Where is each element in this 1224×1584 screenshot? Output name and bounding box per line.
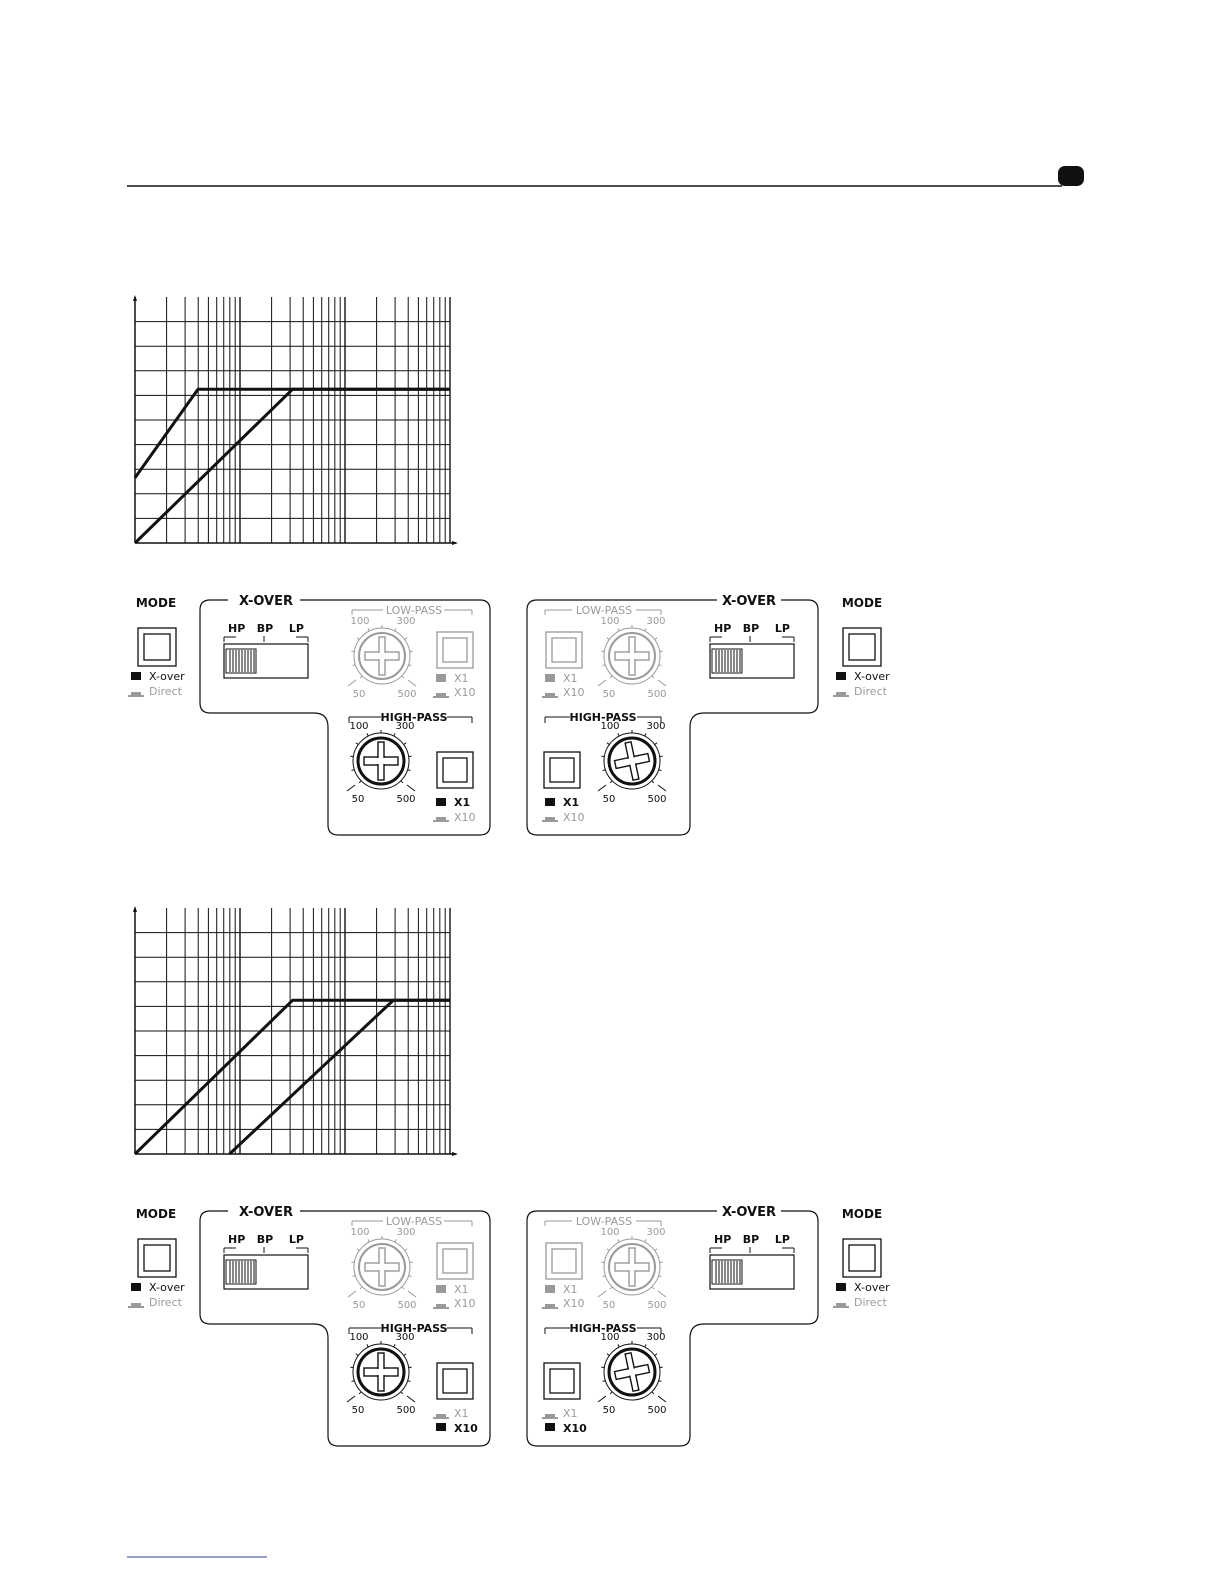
- xover-title: X-OVER: [721, 1205, 777, 1220]
- dial-tick: [367, 1344, 368, 1347]
- switch-pressed-icon: [433, 1285, 449, 1293]
- dial-tick: [618, 1239, 619, 1242]
- highpass-title: HIGH-PASS: [569, 1322, 637, 1335]
- dial-tick: [645, 1239, 646, 1242]
- xover-label-hp: HP: [714, 1233, 732, 1246]
- dial-tick: [409, 665, 412, 666]
- dial-bracket: [658, 1396, 666, 1402]
- dial-tick: [356, 743, 358, 745]
- dial-tick: [610, 676, 612, 678]
- dial-tick: [401, 1392, 403, 1394]
- switch-pressed-icon: [542, 1423, 558, 1431]
- dial-tick: [603, 1276, 606, 1277]
- highpass-range-button-inner: [550, 758, 574, 782]
- dial-label-300: 300: [395, 1332, 415, 1343]
- xover-label-hp: HP: [714, 622, 732, 635]
- highpass-dial[interactable]: [598, 1332, 667, 1416]
- dial-bracket: [658, 785, 666, 791]
- dial-label-500: 500: [647, 689, 667, 700]
- xover-label-bp: BP: [256, 1233, 274, 1246]
- response-curve-1: [135, 389, 450, 478]
- switch-pressed-icon: [433, 674, 449, 682]
- lowpass-range-button-inner: [552, 638, 576, 662]
- dial-tick: [618, 733, 619, 736]
- highpass-range-button-inner: [443, 1369, 467, 1393]
- dial-label-50: 50: [602, 794, 616, 805]
- lowpass-range-x10: X10: [454, 1297, 476, 1310]
- mode-option-xover: X-over: [854, 1281, 890, 1294]
- mode-option-direct: Direct: [149, 1296, 182, 1309]
- highpass-title: HIGH-PASS: [380, 711, 448, 724]
- dial-label-300: 300: [646, 1227, 666, 1238]
- dial-tick: [367, 733, 368, 736]
- mode-button[interactable]: [138, 1239, 176, 1277]
- lowpass-range-button[interactable]: [546, 1243, 582, 1279]
- dial-tick: [404, 743, 406, 745]
- dial-tick: [360, 1287, 362, 1289]
- dial-tick: [408, 770, 411, 771]
- lowpass-range-x10: X10: [563, 1297, 585, 1310]
- dial-label-300: 300: [646, 616, 666, 627]
- xover-slide-knob[interactable]: [712, 1260, 742, 1284]
- dial-bracket: [598, 785, 606, 791]
- dial-tick: [603, 665, 606, 666]
- xover-label-hp: HP: [228, 1233, 246, 1246]
- dial-label-50: 50: [352, 689, 366, 700]
- dial-label-100: 100: [349, 721, 369, 732]
- highpass-range-x1: X1: [454, 796, 471, 809]
- dial-bracket: [407, 1396, 415, 1402]
- switch-released-base-icon: [128, 1306, 144, 1308]
- filter-response-chart-1: [133, 295, 458, 545]
- dial-bar-h-fill: [365, 1369, 397, 1375]
- mode-option-xover: X-over: [854, 670, 890, 683]
- mode-button-inner: [144, 1245, 170, 1271]
- highpass-range-x10: X10: [563, 1422, 587, 1435]
- dial-tick: [360, 676, 362, 678]
- dial-bracket: [407, 785, 415, 791]
- switch-pressed-icon: [128, 1283, 144, 1291]
- dial-label-100: 100: [600, 1332, 620, 1343]
- xover-label-bp: BP: [742, 622, 760, 635]
- lowpass-title: LOW-PASS: [385, 604, 443, 617]
- dial-label-500: 500: [396, 1405, 416, 1416]
- dial-bracket: [408, 1291, 416, 1297]
- dial-tick: [603, 770, 606, 771]
- xover-label-bp: BP: [256, 622, 274, 635]
- switch-released-icon: [836, 1303, 846, 1306]
- mode-title: MODE: [841, 596, 883, 610]
- dial-label-300: 300: [646, 1332, 666, 1343]
- dial-tick: [353, 1276, 356, 1277]
- dial-label-300: 300: [396, 1227, 416, 1238]
- dial-bar-h-fill: [616, 1264, 648, 1270]
- dial-label-50: 50: [351, 1405, 365, 1416]
- lowpass-range-x1: X1: [563, 1283, 578, 1296]
- switch-pressed-icon: [128, 672, 144, 680]
- dial-tick: [659, 1276, 662, 1277]
- switch-pressed-icon: [542, 674, 558, 682]
- dial-tick: [645, 1344, 646, 1347]
- dial-tick: [359, 781, 361, 783]
- xover-label-lp: LP: [774, 622, 790, 635]
- highpass-range-button[interactable]: [544, 1363, 580, 1399]
- switch-released-icon: [545, 1304, 555, 1307]
- x-axis-arrow: [452, 541, 458, 545]
- mode-button-inner: [144, 634, 170, 660]
- dial-tick: [659, 770, 662, 771]
- lowpass-range-x1: X1: [563, 672, 578, 685]
- highpass-range-x10: X10: [454, 811, 476, 824]
- highpass-dial[interactable]: [347, 721, 416, 805]
- xover-title: X-OVER: [238, 1205, 294, 1220]
- dial-label-100: 100: [600, 616, 620, 627]
- xover-slide-knob[interactable]: [712, 649, 742, 673]
- dial-tick: [352, 1381, 355, 1382]
- mode-title: MODE: [841, 1207, 883, 1221]
- highpass-range-x10: X10: [563, 811, 585, 824]
- dial-bracket: [658, 1291, 666, 1297]
- dial-tick: [368, 1239, 369, 1242]
- dial-label-500: 500: [647, 1405, 667, 1416]
- dial-tick: [655, 638, 657, 640]
- highpass-dial[interactable]: [347, 1332, 416, 1416]
- dial-tick: [607, 1249, 609, 1251]
- dial-tick: [357, 638, 359, 640]
- switch-pressed-icon: [433, 798, 449, 806]
- dial-tick: [645, 628, 646, 631]
- dial-label-500: 500: [396, 794, 416, 805]
- dial-label-100: 100: [349, 1332, 369, 1343]
- dial-tick: [357, 1249, 359, 1251]
- dial-tick: [353, 665, 356, 666]
- y-axis-arrow: [133, 295, 137, 301]
- dial-bar-h-fill: [366, 1264, 398, 1270]
- lowpass-range-button[interactable]: [437, 632, 473, 668]
- dial-tick: [405, 638, 407, 640]
- highpass-range-x10: X10: [454, 1422, 478, 1435]
- lowpass-range-button-inner: [443, 638, 467, 662]
- dial-label-50: 50: [351, 794, 365, 805]
- xover-title: X-OVER: [721, 594, 777, 609]
- dial-tick: [610, 781, 612, 783]
- switch-pressed-icon: [833, 672, 849, 680]
- dial-label-300: 300: [396, 616, 416, 627]
- dial-tick: [409, 1276, 412, 1277]
- lowpass-range-button-inner: [443, 1249, 467, 1273]
- dial-bracket: [598, 680, 606, 686]
- x-axis-arrow: [452, 1152, 458, 1156]
- xover-slide-knob[interactable]: [226, 649, 256, 673]
- xover-title: X-OVER: [238, 594, 294, 609]
- dial-tick: [359, 1392, 361, 1394]
- switch-released-icon: [436, 1304, 446, 1307]
- filter-response-chart-2: [133, 906, 458, 1156]
- switch-released-base-icon: [433, 1307, 449, 1309]
- highpass-range-button-inner: [443, 758, 467, 782]
- dial-bracket: [598, 1396, 606, 1402]
- dial-label-500: 500: [397, 1300, 417, 1311]
- dial-label-500: 500: [397, 689, 417, 700]
- dial-tick: [618, 628, 619, 631]
- dial-tick: [394, 1344, 395, 1347]
- dial-tick: [652, 1392, 654, 1394]
- lowpass-range-x10: X10: [454, 686, 476, 699]
- dial-tick: [607, 743, 609, 745]
- xover-slide-switch[interactable]: [224, 1233, 308, 1289]
- highpass-range-button[interactable]: [544, 752, 580, 788]
- switch-released-base-icon: [433, 696, 449, 698]
- xover-label-hp: HP: [228, 622, 246, 635]
- xover-label-lp: LP: [288, 622, 304, 635]
- dial-tick: [652, 1287, 654, 1289]
- switch-released-icon: [436, 1414, 446, 1417]
- switch-pressed-icon: [433, 1423, 449, 1431]
- dial-bracket: [348, 1291, 356, 1297]
- control-panel-3: [128, 1205, 490, 1446]
- lowpass-title: LOW-PASS: [385, 1215, 443, 1228]
- switch-released-icon: [545, 1414, 555, 1417]
- switch-released-base-icon: [833, 1306, 849, 1308]
- dial-tick: [603, 1381, 606, 1382]
- response-curve-1: [135, 1000, 450, 1154]
- mode-option-xover: X-over: [149, 1281, 185, 1294]
- dial-tick: [395, 1239, 396, 1242]
- xover-label-lp: LP: [288, 1233, 304, 1246]
- dial-bracket: [347, 1396, 355, 1402]
- dial-bar-h-fill: [365, 758, 397, 764]
- mode-button-inner: [849, 634, 875, 660]
- lowpass-range-x1: X1: [454, 672, 469, 685]
- highpass-range-button[interactable]: [437, 752, 473, 788]
- switch-released-icon: [545, 693, 555, 696]
- switch-released-base-icon: [833, 695, 849, 697]
- dial-tick: [618, 1344, 619, 1347]
- switch-released-base-icon: [542, 696, 558, 698]
- mode-option-direct: Direct: [854, 1296, 887, 1309]
- highpass-range-button-inner: [550, 1369, 574, 1393]
- dial-tick: [405, 1249, 407, 1251]
- highpass-range-x1: X1: [454, 1407, 469, 1420]
- control-panels: [128, 594, 890, 1446]
- control-panel-4: [527, 1205, 890, 1446]
- dial-tick: [352, 770, 355, 771]
- switch-released-base-icon: [433, 1417, 449, 1419]
- dial-tick: [655, 1249, 657, 1251]
- switch-released-base-icon: [542, 1417, 558, 1419]
- switch-pressed-icon: [542, 1285, 558, 1293]
- mode-title: MODE: [135, 1207, 177, 1221]
- dial-bar-h-fill: [366, 653, 398, 659]
- dial-label-50: 50: [602, 1300, 616, 1311]
- dial-tick: [408, 1381, 411, 1382]
- lowpass-title: LOW-PASS: [575, 1215, 633, 1228]
- dial-label-50: 50: [352, 1300, 366, 1311]
- dial-label-100: 100: [600, 1227, 620, 1238]
- mode-button[interactable]: [843, 628, 881, 666]
- xover-slide-switch[interactable]: [224, 622, 308, 678]
- dial-bracket: [347, 785, 355, 791]
- mode-option-direct: Direct: [854, 685, 887, 698]
- dial-tick: [607, 638, 609, 640]
- y-axis-arrow: [133, 906, 137, 912]
- dial-tick: [645, 733, 646, 736]
- dial-bar-h-fill: [616, 653, 648, 659]
- switch-released-icon: [836, 692, 846, 695]
- highpass-range-x1: X1: [563, 1407, 578, 1420]
- switch-released-icon: [436, 693, 446, 696]
- dial-label-50: 50: [602, 689, 616, 700]
- dial-tick: [659, 1381, 662, 1382]
- switch-released-icon: [131, 1303, 141, 1306]
- lowpass-dial[interactable]: [598, 616, 667, 700]
- lowpass-range-button[interactable]: [546, 632, 582, 668]
- highpass-range-x1: X1: [563, 796, 580, 809]
- switch-released-base-icon: [433, 820, 449, 822]
- highpass-title: HIGH-PASS: [380, 1322, 448, 1335]
- highpass-range-button[interactable]: [437, 1363, 473, 1399]
- mode-option-direct: Direct: [149, 685, 182, 698]
- dial-tick: [356, 1354, 358, 1356]
- dial-tick: [655, 743, 657, 745]
- lowpass-dial[interactable]: [348, 1227, 417, 1311]
- lowpass-dial[interactable]: [348, 616, 417, 700]
- dial-label-500: 500: [647, 794, 667, 805]
- xover-slide-switch[interactable]: [710, 622, 794, 678]
- dial-tick: [402, 676, 404, 678]
- dial-bracket: [408, 680, 416, 686]
- mode-option-xover: X-over: [149, 670, 185, 683]
- switch-released-base-icon: [542, 820, 558, 822]
- switch-released-icon: [436, 817, 446, 820]
- switch-released-base-icon: [542, 1307, 558, 1309]
- dial-label-100: 100: [600, 721, 620, 732]
- xover-label-lp: LP: [774, 1233, 790, 1246]
- dial-tick: [610, 1287, 612, 1289]
- dial-tick: [610, 1392, 612, 1394]
- xover-slide-knob[interactable]: [226, 1260, 256, 1284]
- mode-title: MODE: [135, 596, 177, 610]
- switch-released-icon: [131, 692, 141, 695]
- dial-bracket: [348, 680, 356, 686]
- dial-tick: [404, 1354, 406, 1356]
- lowpass-range-x10: X10: [563, 686, 585, 699]
- lowpass-range-button-inner: [552, 1249, 576, 1273]
- highpass-title: HIGH-PASS: [569, 711, 637, 724]
- mode-button-inner: [849, 1245, 875, 1271]
- dial-bracket: [658, 680, 666, 686]
- dial-bracket: [598, 1291, 606, 1297]
- dial-label-100: 100: [350, 1227, 370, 1238]
- dial-tick: [402, 1287, 404, 1289]
- dial-tick: [395, 628, 396, 631]
- dial-tick: [401, 781, 403, 783]
- xover-label-bp: BP: [742, 1233, 760, 1246]
- dial-label-100: 100: [350, 616, 370, 627]
- dial-tick: [655, 1354, 657, 1356]
- switch-pressed-icon: [833, 1283, 849, 1291]
- dial-tick: [659, 665, 662, 666]
- dial-label-50: 50: [602, 1405, 616, 1416]
- lowpass-range-x1: X1: [454, 1283, 469, 1296]
- lowpass-dial[interactable]: [598, 1227, 667, 1311]
- dial-tick: [652, 676, 654, 678]
- dial-tick: [394, 733, 395, 736]
- dial-tick: [368, 628, 369, 631]
- lowpass-title: LOW-PASS: [575, 604, 633, 617]
- dial-tick: [652, 781, 654, 783]
- switch-released-icon: [545, 817, 555, 820]
- dial-tick: [607, 1354, 609, 1356]
- control-panel-1: [128, 594, 490, 835]
- switch-released-base-icon: [128, 695, 144, 697]
- dial-label-500: 500: [647, 1300, 667, 1311]
- highpass-dial[interactable]: [598, 721, 667, 805]
- mode-button[interactable]: [138, 628, 176, 666]
- control-panel-2: [527, 594, 890, 835]
- xover-slide-switch[interactable]: [710, 1233, 794, 1289]
- lowpass-range-button[interactable]: [437, 1243, 473, 1279]
- mode-button[interactable]: [843, 1239, 881, 1277]
- switch-pressed-icon: [542, 798, 558, 806]
- dial-label-300: 300: [395, 721, 415, 732]
- dial-label-300: 300: [646, 721, 666, 732]
- page-tab-marker: [1058, 166, 1084, 186]
